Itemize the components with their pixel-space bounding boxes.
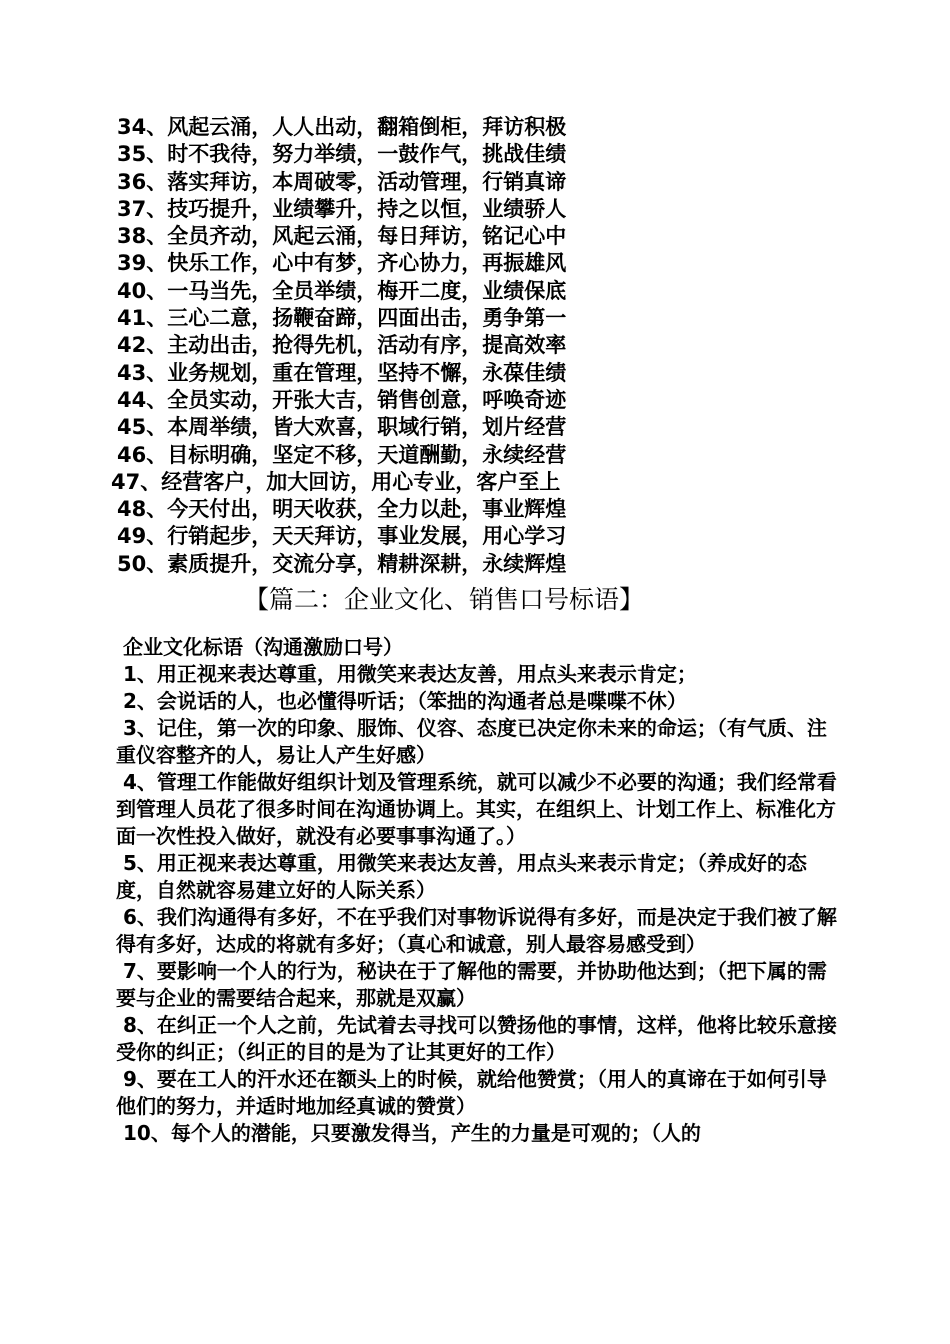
culture-section — [116, 634, 844, 1147]
culture-item: 9、要在工人的汗水还在额头上的时候，就给他赞赏；（用人的真谛在于如何引导他们的努力，并适时地加经真诚的赞赏） — [116, 1067, 827, 1118]
slogan-item: 45、本周举绩，皆大欢喜，职域行销，划片经营 — [117, 415, 567, 440]
slogan-item: 46、目标明确，坚定不移，天道酬勤，永续经营 — [117, 442, 567, 467]
slogan-item: 42、主动出击，抢得先机，活动有序，提高效率 — [117, 333, 567, 358]
slogan-item: 41、三心二意，扬鞭奋蹄，四面出击，勇争第一 — [117, 306, 567, 331]
slogan-item: 48、今天付出，明天收获，全力以赴，事业辉煌 — [117, 497, 567, 522]
slogan-list — [111, 114, 677, 578]
culture-heading: 企业文化标语（沟通激励口号） — [123, 635, 403, 659]
culture-item: 4、管理工作能做好组织计划及管理系统，就可以减少不必要的沟通；我们经常看到管理人员花了很多时间在沟通协调上。其实，在组织上、计划工作上、标准化方面一次性投入做好，就没有必要事事沟通了。） — [116, 770, 837, 848]
culture-item: 6、我们沟通得有多好，不在乎我们对事物诉说得有多好，而是决定于我们被了解得有多好，达成的将就有多好；（真心和诚意，别人最容易感受到） — [116, 905, 837, 956]
slogan-item: 35、时不我待，努力举绩，一鼓作气，挑战佳绩 — [117, 142, 567, 167]
slogan-item: 39、快乐工作，心中有梦，齐心协力，再振雄风 — [117, 251, 567, 276]
slogan-item: 38、全员齐动，风起云涌，每日拜访，铭记心中 — [117, 224, 567, 249]
culture-item: 5、用正视来表达尊重，用微笑来表达友善，用点头来表示肯定；（养成好的态度，自然就容易建立好的人际关系） — [116, 851, 807, 902]
slogan-item: 34、风起云涌，人人出动，翻箱倒柜，拜访积极 — [117, 115, 567, 139]
slogan-item: 50、素质提升，交流分享，精耕深耕，永续辉煌 — [117, 551, 567, 576]
slogan-item: 36、落实拜访，本周破零，活动管理，行销真谛 — [117, 169, 567, 194]
slogan-item: 37、技巧提升，业绩攀升，持之以恒，业绩骄人 — [117, 196, 567, 221]
culture-item: 1、用正视来表达尊重，用微笑来表达友善，用点头来表示肯定； — [123, 662, 697, 686]
section-title: 【篇二：企业文化、销售口号标语】 — [244, 585, 645, 614]
slogan-item: 43、业务规划，重在管理，坚持不懈，永葆佳绩 — [117, 360, 567, 385]
culture-item: 7、要影响一个人的行为，秘诀在于了解他的需要，并协助他达到；（把下属的需要与企业的需要结合起来，那就是双赢） — [116, 959, 827, 1010]
slogan-item: 47、经营客户，加大回访，用心专业，客户至上 — [111, 469, 561, 494]
culture-item: 10、每个人的潜能，只要激发得当，产生的力量是可观的；（人的 — [123, 1121, 701, 1145]
culture-item: 2、会说话的人，也必懂得听话；（笨拙的沟通者总是喋喋不休） — [123, 689, 687, 713]
slogan-item: 49、行销起步，天天拜访，事业发展，用心学习 — [117, 524, 567, 549]
culture-item: 3、记住，第一次的印象、服饰、仪容、态度已决定你未来的命运；（有气质、注重仪容整齐的人，易让人产生好感） — [116, 716, 827, 767]
slogan-item: 44、全员实动，开张大吉，销售创意，呼唤奇迹 — [117, 387, 567, 412]
slogan-item: 40、一马当先，全员举绩，梅开二度，业绩保底 — [117, 278, 567, 303]
culture-item: 8、在纠正一个人之前，先试着去寻找可以赞扬他的事情，这样，他将比较乐意接受你的纠正；（纠正的目的是为了让其更好的工作） — [116, 1013, 837, 1064]
